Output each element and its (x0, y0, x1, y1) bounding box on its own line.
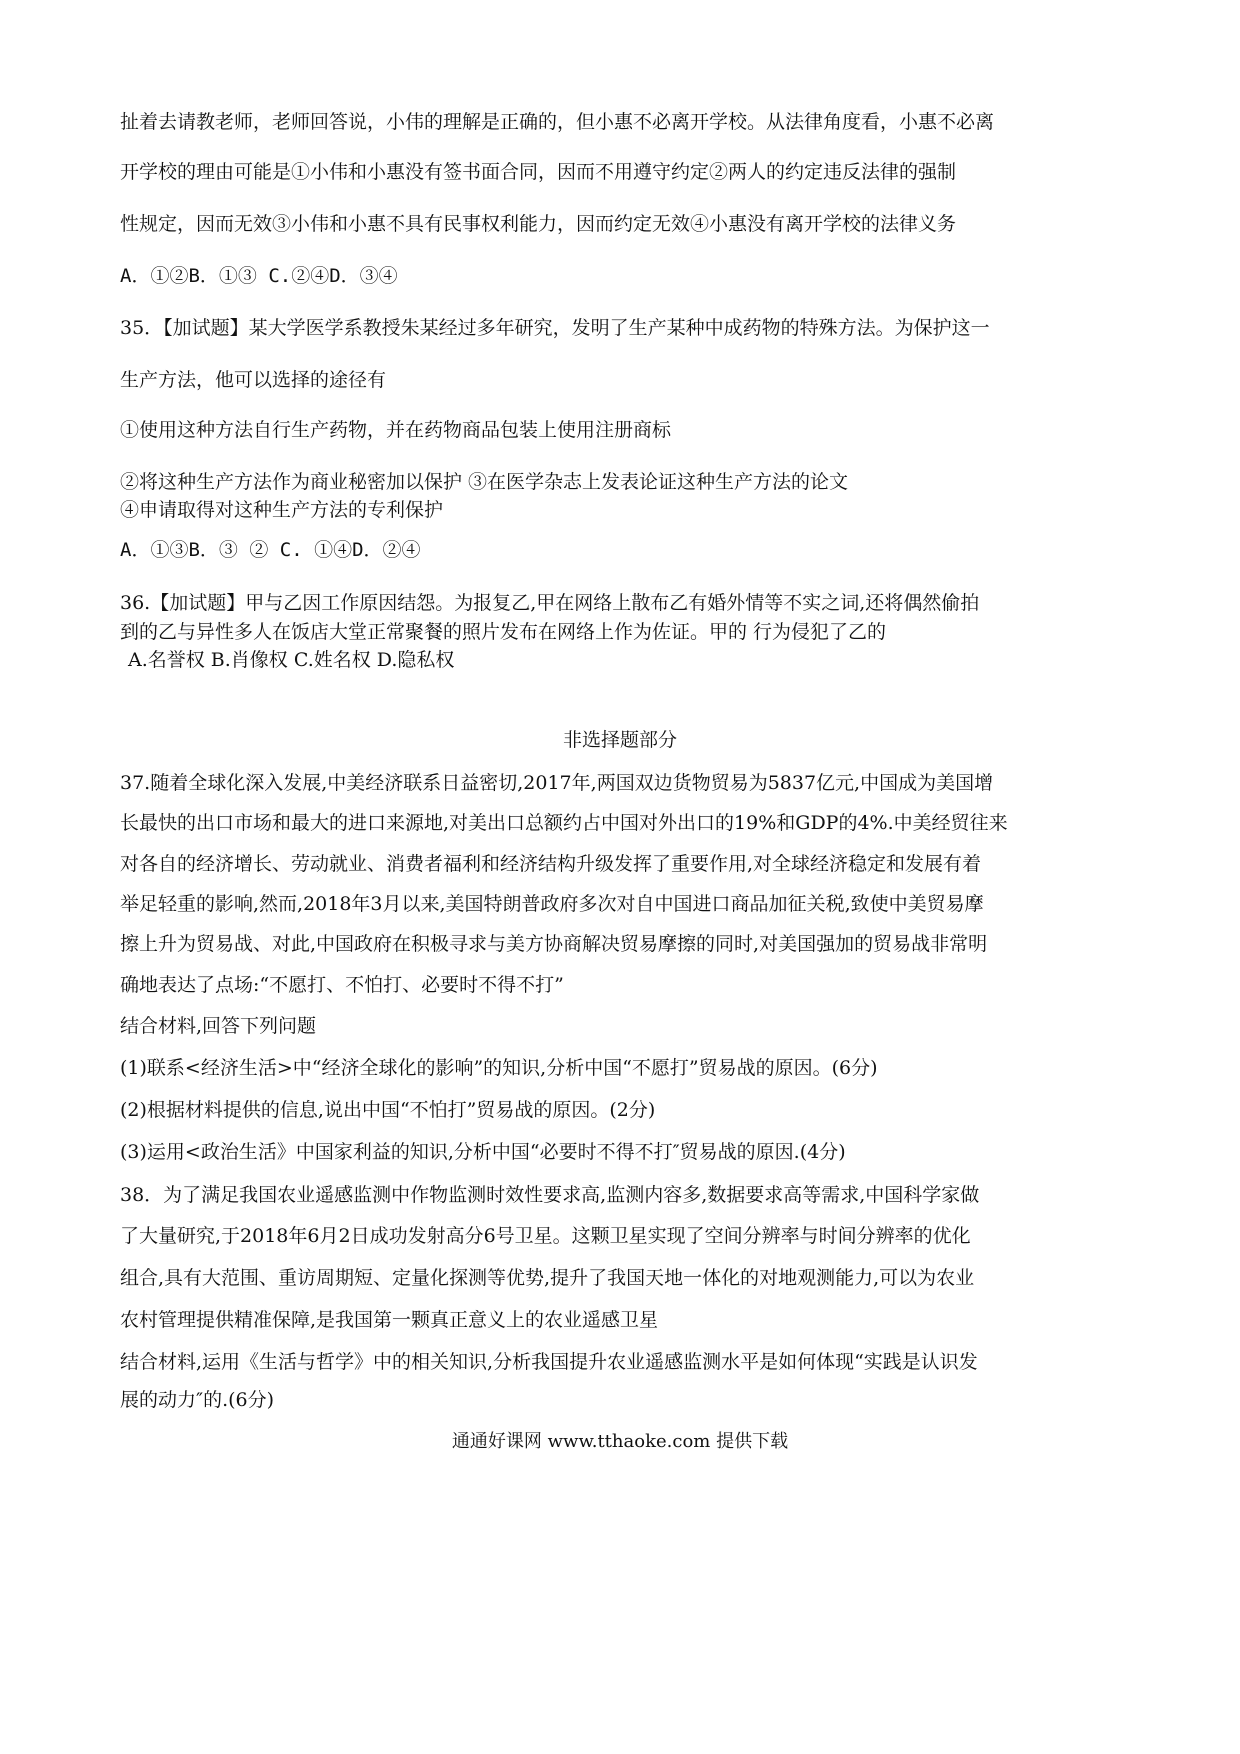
q37-sub-question-2: (2)根据材料提供的信息,说出中国“不怕打”贸易战的原因。(2分) (120, 1099, 656, 1121)
q34-text-line-2: 开学校的理由可能是①小伟和小惠没有签书面合同，因而不用遵守约定②两人的约定违反法律的强制 (120, 161, 957, 183)
q37-text-line-1: 37.随着全球化深入发展,中美经济联系日益密切,2017年,两国双边货物贸易为5837亿元,中国成为美国增 (120, 772, 994, 794)
q37-text-line-2: 长最快的出口市场和最大的进口来源地,对美出口总额约占中国对外出口的19%和GDP的4%.中美经贸往来 (120, 812, 1008, 834)
q38-prompt-line-1: 结合材料,运用《生活与哲学》中的相关知识,分析我国提升农业遥感监测水平是如何体现“实践是认识发 (120, 1351, 978, 1373)
footer-source: 通通好课网 www.tthaoke.com 提供下载 (451, 1431, 789, 1452)
q37-sub-question-1: (1)联系<经济生活>中“经济全球化的影响”的知识,分析中国“不愿打”贸易战的原因。(6分) (120, 1057, 878, 1079)
q36-options: A.名誉权 B.肖像权 C.姓名权 D.隐私权 (128, 649, 455, 671)
q35-choice-item-2-3: ②将这种生产方法作为商业秘密加以保护 ③在医学杂志上发表论证这种生产方法的论文 (120, 471, 849, 493)
q37-sub-question-3: (3)运用<政治生活》中国家利益的知识,分析中国“必要时不得不打″贸易战的原因.(4分) (120, 1141, 846, 1163)
q36-text-line-2: 到的乙与异性多人在饭店大堂正常聚餐的照片发布在网络上作为佐证。甲的 行为侵犯了乙的 (120, 621, 887, 643)
q37-text-line-6: 确地表达了点场:“不愿打、不怕打、必要时不得不打” (120, 974, 564, 996)
q35-choice-item-4: ④申请取得对这种生产方法的专利保护 (120, 499, 444, 521)
q36-text-line-1: 36.【加试题】甲与乙因工作原因结怨。为报复乙,甲在网络上散布乙有婚外情等不实之词,还将偶然偷拍 (120, 592, 980, 614)
section-title: 非选择题部分 (562, 729, 677, 751)
q34-text-line-3: 性规定，因而无效③小伟和小惠不具有民事权利能力，因而约定无效④小惠没有离开学校的法律义务 (120, 213, 957, 235)
q38-text-line-2: 了大量研究,于2018年6月2日成功发射高分6号卫星。这颗卫星实现了空间分辨率与时间分辨率的优化 (120, 1225, 971, 1247)
q37-prompt: 结合材料,回答下列问题 (120, 1015, 317, 1037)
q37-text-line-4: 举足轻重的影响,然而,2018年3月以来,美国特朗普政府多次对自中国进口商品加征关税,致使中美贸易摩 (120, 893, 984, 915)
q35-text-line-2: 生产方法，他可以选择的途径有 (120, 369, 387, 391)
q35-text-line-1: 35．【加试题】某大学医学系教授朱某经过多年研究，发明了生产某种中成药物的特殊方法。为保护这一 (120, 317, 990, 339)
q34-options: A．①②B．①③ C.②④D．③④ (120, 265, 398, 287)
q38-text-line-1: 38．为了满足我国农业遥感监测中作物监测时效性要求高,监测内容多,数据要求高等需求,中国科学家做 (120, 1184, 980, 1206)
q34-text-line-1: 扯着去请教老师，老师回答说，小伟的理解是正确的，但小惠不必离开学校。从法律角度看，小惠不必离 (120, 111, 995, 133)
q38-text-line-3: 组合,具有大范围、重访周期短、定量化探测等优势,提升了我国天地一体化的对地观测能力,可以为农业 (120, 1267, 975, 1289)
q35-options: A．①③B．③ ② C. ①④D．②④ (120, 539, 421, 561)
q35-choice-item-1: ①使用这种方法自行生产药物，并在药物商品包装上使用注册商标 (120, 419, 672, 441)
q37-text-line-3: 对各自的经济增长、劳动就业、消费者福利和经济结构升级发挥了重要作用,对全球经济稳定和发展有着 (120, 853, 982, 875)
q37-text-line-5: 擦上升为贸易战、对此,中国政府在积极寻求与美方协商解决贸易摩擦的同时,对美国强加的贸易战非常明 (120, 933, 988, 955)
q38-prompt-line-2: 展的动力″的.(6分) (120, 1389, 275, 1411)
q38-text-line-4: 农村管理提供精准保障,是我国第一颗真正意义上的农业遥感卫星 (120, 1309, 659, 1331)
